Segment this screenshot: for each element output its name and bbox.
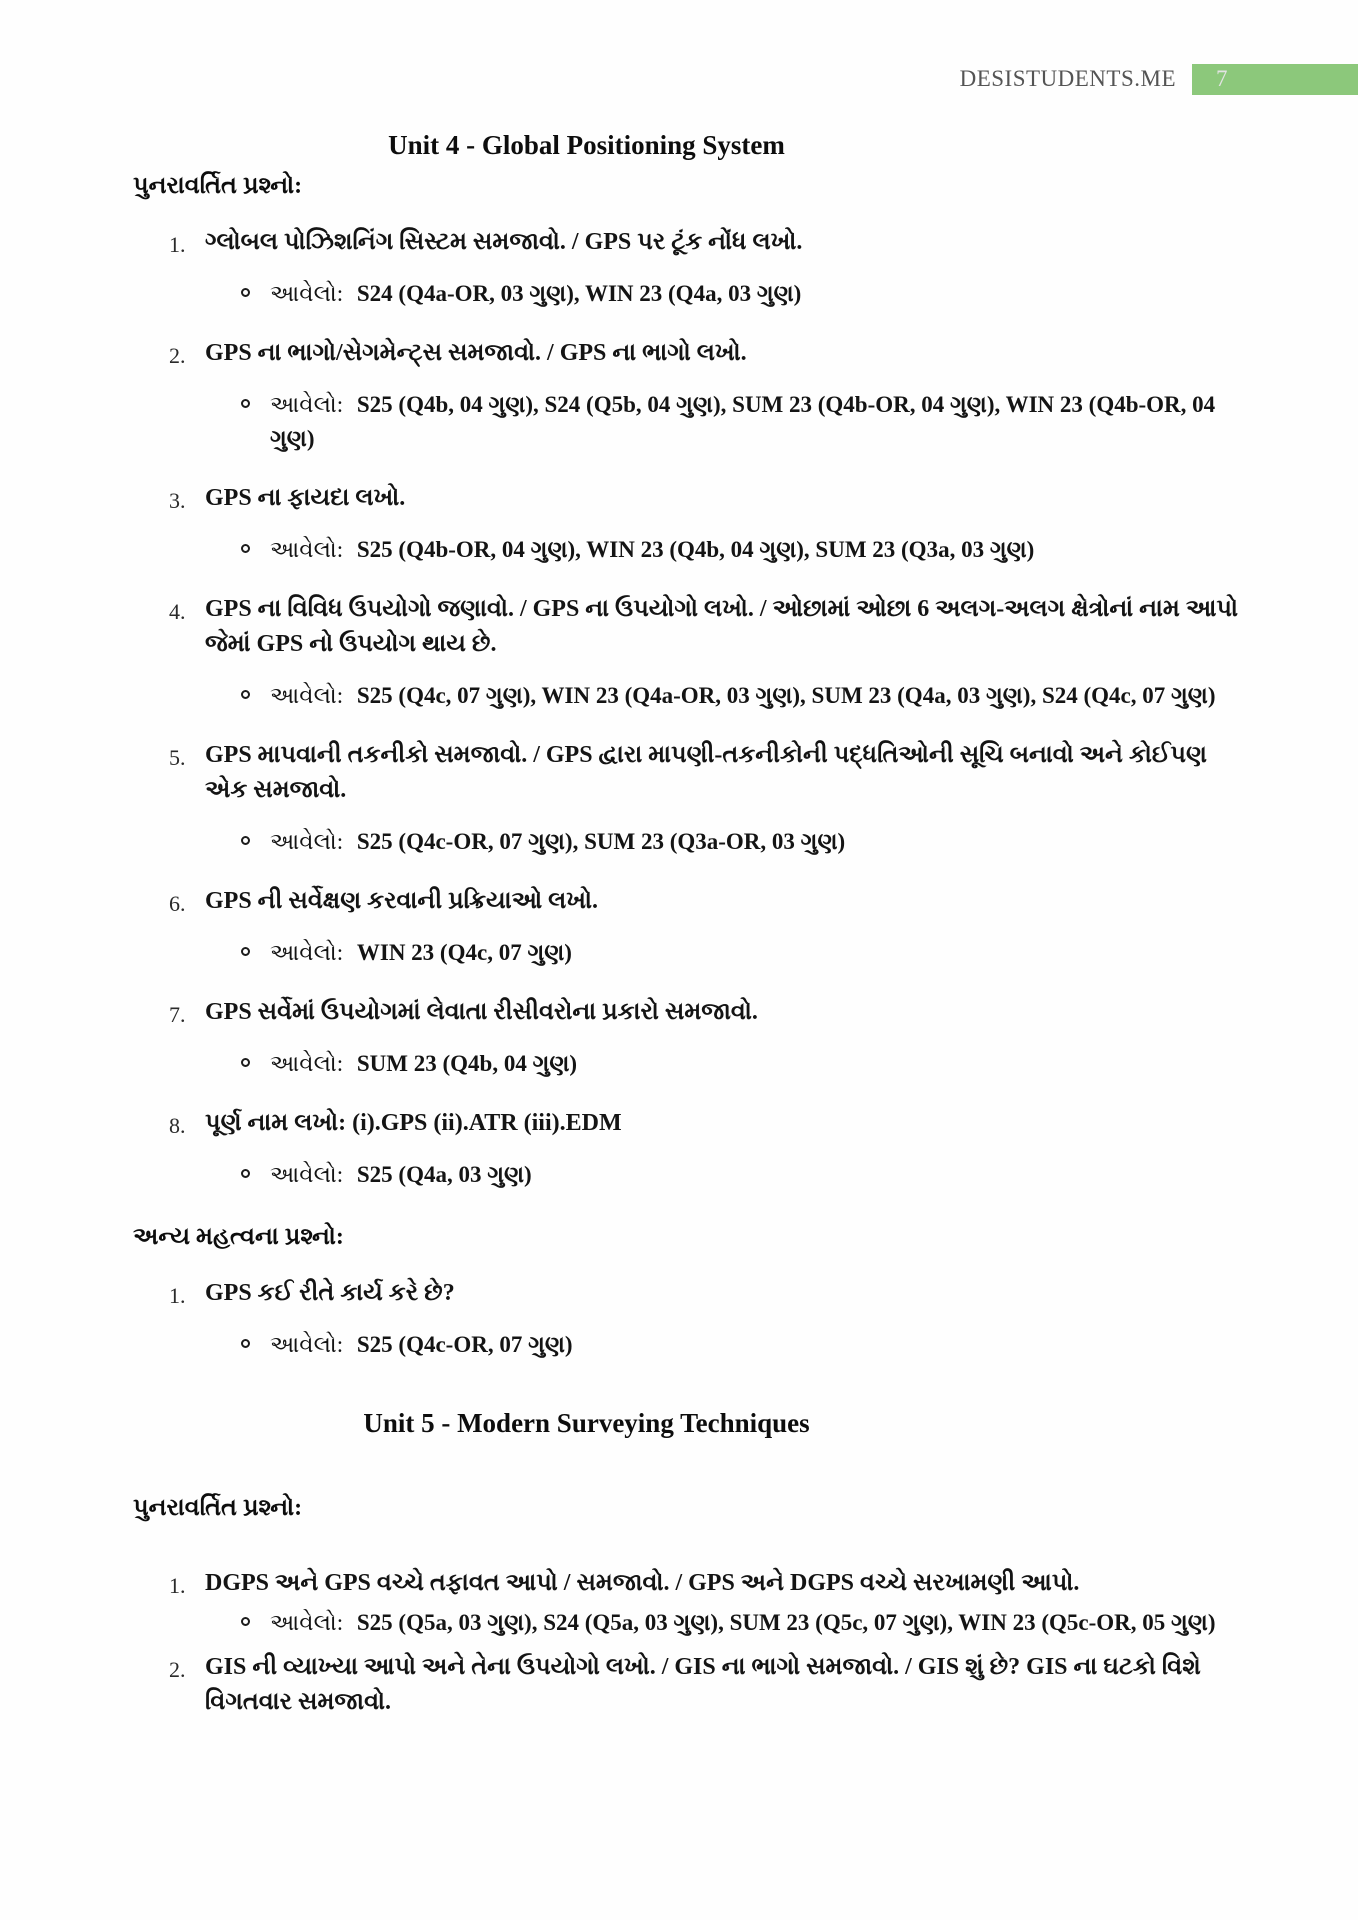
question-text: પૂર્ણ નામ લખો: (i).GPS (ii).ATR (iii).EDM [205, 1110, 622, 1136]
question-item [133, 1566, 1240, 1601]
item-number: 5. [169, 745, 186, 770]
source-label: આવેલો: [270, 281, 344, 306]
source-value: S25 (Q4c-OR, 07 ગુણ) [356, 1332, 573, 1357]
source-line [133, 388, 1240, 456]
question-item [133, 1650, 1240, 1720]
document-body [0, 130, 1358, 1720]
circle-bullet-icon [241, 1169, 250, 1178]
question-item [133, 336, 1240, 371]
question-item [133, 225, 1240, 260]
circle-bullet-icon [241, 1339, 250, 1348]
item-number: 1. [169, 1283, 186, 1308]
question-text: GPS ની સર્વેક્ષણ કરવાની પ્રક્રિયાઓ લખો. [205, 888, 598, 914]
source-line [133, 1047, 1240, 1081]
source-value: S25 (Q4b, 04 ગુણ), S24 (Q5b, 04 ગુણ), SUM 23 (Q4b-OR, 04 ગુણ), WIN 23 (Q4b-OR, 04 ગુણ) [270, 392, 1216, 451]
source-label: આવેલો: [270, 1332, 344, 1357]
question-text: GPS ના ફાયદા લખો. [205, 485, 406, 511]
question-item [133, 884, 1240, 919]
item-number: 8. [169, 1113, 186, 1138]
source-line [133, 1328, 1240, 1362]
circle-bullet-icon [241, 836, 250, 845]
circle-bullet-icon [241, 288, 250, 297]
question-text: GPS કઈ રીતે કાર્ય કરે છે? [205, 1280, 455, 1306]
item-number: 2. [169, 343, 186, 368]
item-number: 3. [169, 488, 186, 513]
item-number: 2. [169, 1657, 186, 1682]
page-header [0, 0, 1358, 96]
question-item [133, 1106, 1240, 1141]
source-label: આવેલો: [270, 1051, 344, 1076]
source-value: S24 (Q4a-OR, 03 ગુણ), WIN 23 (Q4a, 03 ગુણ) [356, 281, 802, 306]
section-heading: પુનરાવર્તિત પ્રશ્નો: [133, 173, 303, 199]
circle-bullet-icon [241, 690, 250, 699]
source-line [133, 533, 1240, 567]
circle-bullet-icon [241, 1617, 250, 1626]
source-value: SUM 23 (Q4b, 04 ગુણ) [356, 1051, 578, 1076]
source-value: S25 (Q4a, 03 ગુણ) [356, 1162, 532, 1187]
question-item [133, 1276, 1240, 1311]
source-label: આવેલો: [270, 1162, 344, 1187]
page-number-badge [1192, 64, 1358, 95]
source-label: આવેલો: [270, 829, 344, 854]
question-item [133, 481, 1240, 516]
source-label: આવેલો: [270, 537, 344, 562]
question-item [133, 738, 1240, 808]
source-label: આવેલો: [270, 940, 344, 965]
source-value: S25 (Q4b-OR, 04 ગુણ), WIN 23 (Q4b, 04 ગુણ), SUM 23 (Q3a, 03 ગુણ) [356, 537, 1035, 562]
source-value: S25 (Q5a, 03 ગુણ), S24 (Q5a, 03 ગુણ), SUM 23 (Q5c, 07 ગુણ), WIN 23 (Q5c-OR, 05 ગુણ) [356, 1610, 1216, 1635]
source-line [133, 1606, 1240, 1640]
question-text: GPS માપવાની તકનીકો સમજાવો. / GPS દ્વારા માપણી-તકનીકોની પદ્ધતિઓની સૂચિ બનાવો અને કોઈપણ એક સમજાવો. [205, 742, 1207, 803]
source-line [133, 825, 1240, 859]
circle-bullet-icon [241, 1058, 250, 1067]
question-text: GIS ની વ્યાખ્યા આપો અને તેના ઉપયોગો લખો. / GIS ના ભાગો સમજાવો. / GIS શું છે? GIS ના ઘટકો વિશે વિગતવાર સમજાવો. [205, 1654, 1201, 1715]
source-line [133, 679, 1240, 713]
circle-bullet-icon [241, 544, 250, 553]
unit-title: Unit 5 - Modern Surveying Techniques [363, 1408, 810, 1438]
circle-bullet-icon [241, 947, 250, 956]
question-item [133, 592, 1240, 662]
section-heading: અન્ય મહત્વના પ્રશ્નો: [133, 1224, 344, 1250]
section-heading: પુનરાવર્તિત પ્રશ્નો: [133, 1495, 303, 1521]
item-number: 1. [169, 1573, 186, 1598]
question-item [133, 995, 1240, 1030]
item-number: 1. [169, 232, 186, 257]
source-value: WIN 23 (Q4c, 07 ગુણ) [356, 940, 572, 965]
unit-title: Unit 4 - Global Positioning System [388, 130, 785, 160]
site-name: DESISTUDENTS.ME [959, 66, 1176, 91]
source-value: S25 (Q4c, 07 ગુણ), WIN 23 (Q4a-OR, 03 ગુણ), SUM 23 (Q4a, 03 ગુણ), S24 (Q4c, 07 ગુણ) [356, 683, 1216, 708]
source-line [133, 936, 1240, 970]
item-number: 4. [169, 599, 186, 624]
question-text: GPS ના ભાગો/સેગમેન્ટ્સ સમજાવો. / GPS ના ભાગો લખો. [205, 340, 747, 366]
question-text: DGPS અને GPS વચ્ચે તફાવત આપો / સમજાવો. / GPS અને DGPS વચ્ચે સરખામણી આપો. [205, 1570, 1080, 1596]
item-number: 6. [169, 891, 186, 916]
question-text: GPS ના વિવિધ ઉપયોગો જણાવો. / GPS ના ઉપયોગો લખો. / ઓછામાં ઓછા 6 અલગ-અલગ ક્ષેત્રોનાં નામ આપો જેમાં GPS નો ઉપયોગ થાય છે. [205, 596, 1238, 657]
source-line [133, 277, 1240, 311]
question-text: ગ્લોબલ પોઝિશનિંગ સિસ્ટમ સમજાવો. / GPS પર ટૂંક નોંધ લખો. [205, 229, 803, 255]
source-label: આવેલો: [270, 683, 344, 708]
source-value: S25 (Q4c-OR, 07 ગુણ), SUM 23 (Q3a-OR, 03 ગુણ) [356, 829, 846, 854]
circle-bullet-icon [241, 399, 250, 408]
source-line [133, 1158, 1240, 1192]
source-label: આવેલો: [270, 1610, 344, 1635]
question-text: GPS સર્વેમાં ઉપયોગમાં લેવાતા રીસીવરોના પ્રકારો સમજાવો. [205, 999, 758, 1025]
item-number: 7. [169, 1002, 186, 1027]
page-number: 7 [1216, 66, 1228, 91]
source-label: આવેલો: [270, 392, 344, 417]
